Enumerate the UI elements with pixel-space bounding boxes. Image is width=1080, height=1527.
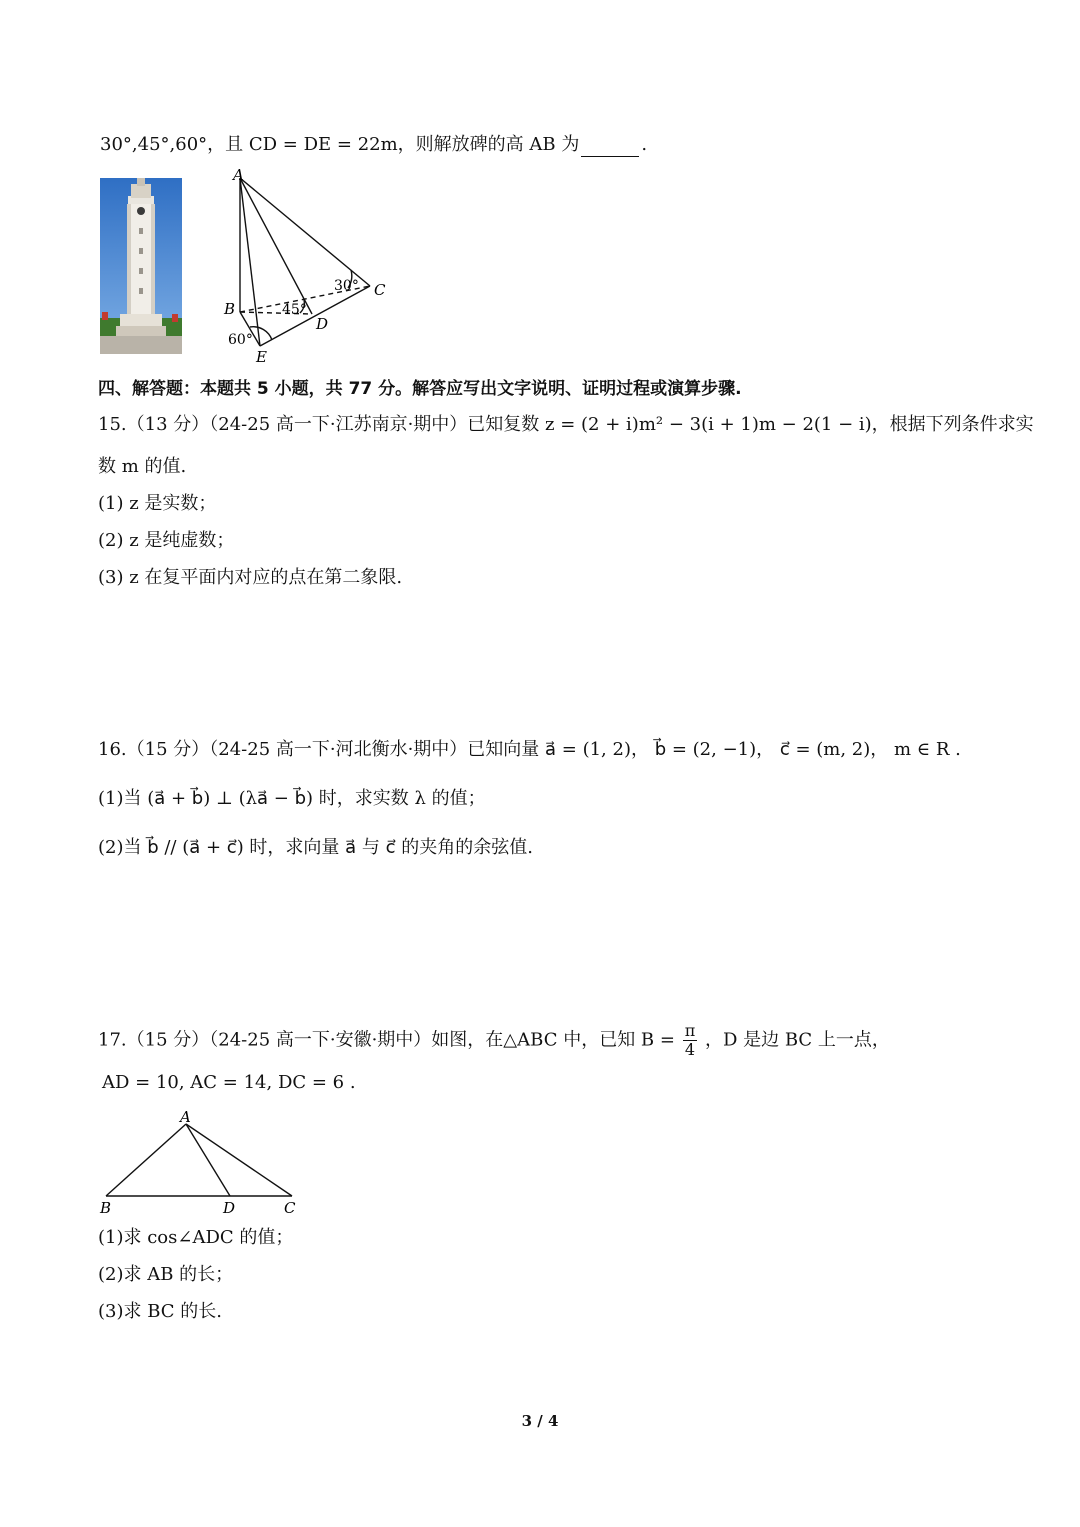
label-C: C [374,281,386,299]
q16-part2: (2)当 b⃗ // (a⃗ + c⃗) 时，求向量 a⃗ 与 c⃗ 的夹角的余弦值. [98,837,533,858]
q17-stem-a: 17.（15 分）（24-25 高一下·安徽·期中）如图，在△ABC 中，已知 B = [98,1029,675,1051]
tri-label-C: C [284,1199,296,1217]
segment-AD [186,1124,230,1196]
edge-EC [260,286,370,346]
q17-stem-b: ，D 是边 BC 上一点， [704,1029,890,1051]
label-A: A [233,166,244,184]
pyramid-figure [220,166,400,366]
monument-photo [100,178,182,354]
edge-AE [240,178,260,346]
tri-label-A: A [180,1108,191,1126]
q15-stem: 15.（13 分）（24-25 高一下·江苏南京·期中）已知复数 z = (2 + i)m² − 3(i + 1)m − 2(1 − i)，根据下列条件求实 [98,414,1034,435]
label-E: E [256,348,267,366]
angle-30-label: 30° [334,278,359,294]
edge-AC [240,178,370,286]
q14-tail [100,133,647,157]
q14-tail-text: 30°,45°,60°，且 CD = DE = 22m，则解放碑的高 AB 为 [100,134,580,155]
q15-part2: (2) z 是纯虚数； [98,530,235,551]
q16-stem: 16.（15 分）（24-25 高一下·河北衡水·期中）已知向量 a⃗ = (1, 2)， b⃗ = (2, −1)， c⃗ = (m, 2)， m ∈ R . [98,739,961,760]
page-number: 3 / 4 [521,1412,559,1430]
q17-frac-den: 4 [684,1040,696,1059]
q17-fraction [683,1022,698,1059]
tri-label-B: B [100,1199,112,1217]
q17-given: AD = 10, AC = 14, DC = 6 . [102,1072,356,1093]
q16-part1: (1)当 (a⃗ + b⃗) ⊥ (λa⃗ − b⃗) 时，求实数 λ 的值； [98,788,486,809]
side-AC [186,1124,292,1196]
q17-stem [98,1022,890,1059]
triangle-figure [96,1106,308,1218]
angle-60-label: 60° [228,332,253,348]
q15-stem-cont: 数 m 的值. [98,456,187,477]
side-AB [106,1124,186,1196]
q17-part2: (2)求 AB 的长； [98,1264,234,1285]
q15-part3: (3) z 在复平面内对应的点在第二象限. [98,567,403,588]
section-heading: 四、解答题：本题共 5 小题，共 77 分。解答应写出文字说明、证明过程或演算步骤. [98,379,742,399]
q17-part1: (1)求 cos∠ADC 的值； [98,1227,294,1248]
q17-frac-num: π [684,1021,696,1040]
q14-tail-end: . [641,134,648,155]
angle-45-label: 45° [282,302,307,318]
tri-label-D: D [223,1199,236,1217]
label-B: B [224,300,236,318]
label-D: D [316,315,329,333]
q17-part3: (3)求 BC 的长. [98,1301,222,1322]
q15-part1: (1) z 是实数； [98,493,217,514]
edge-AD [240,178,312,314]
answer-blank [581,138,639,157]
